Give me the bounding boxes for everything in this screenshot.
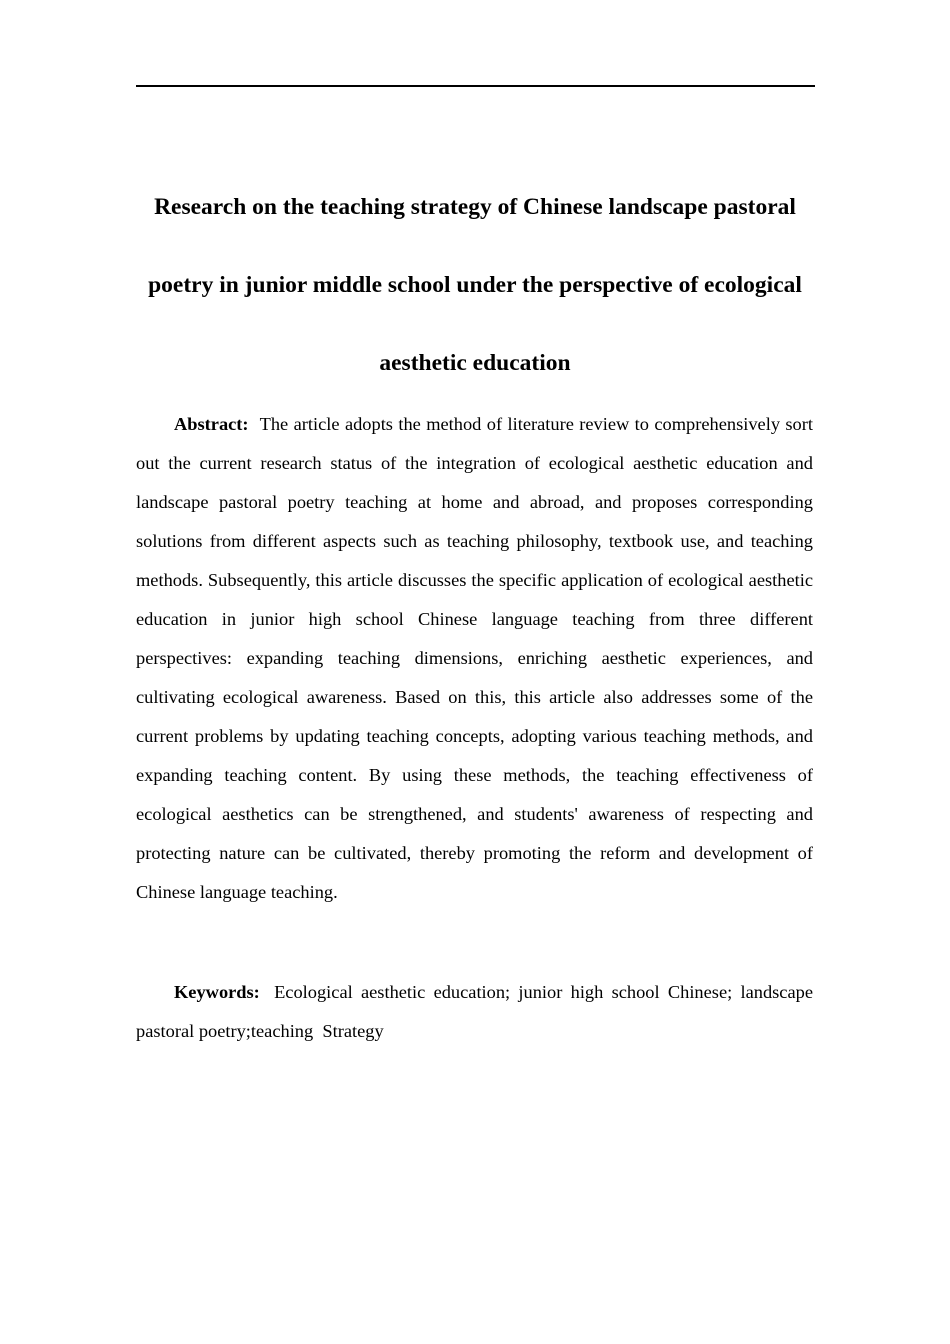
abstract-paragraph: [136, 405, 813, 912]
title-line-3: aesthetic education: [379, 350, 571, 376]
title-line-1: Research on the teaching strategy of Chinese landscape pastoral: [154, 194, 796, 220]
keywords-paragraph: [136, 973, 818, 1051]
abstract-label: Abstract:: [174, 414, 249, 434]
keywords-label: Keywords:: [174, 982, 260, 1002]
keywords-text: Ecological aesthetic education; junior high school Chinese; landscape pastoral poetry;teaching Strategy: [136, 982, 818, 1041]
abstract-text: The article adopts the method of literature review to comprehensively sort out the current research status of the integration of ecological aesthetic education and landscape pastoral poetry teaching at home and abroad, and proposes corresponding solutions from different aspects such as teaching philosophy, textbook use, and teaching methods. Subsequently, this article discusses the specific application of ecological aesthetic education in junior high school Chinese language teaching from three different perspectives: expanding teaching dimensions, enriching aesthetic experiences, and cultivating ecological awareness. Based on this, this article also addresses some of the current problems by updating teaching concepts, adopting various teaching methods, and expanding teaching content. By using these methods, the teaching effectiveness of ecological aesthetics can be strengthened, and students' awareness of respecting and protecting nature can be cultivated, thereby promoting the reform and development of Chinese language teaching.: [136, 414, 813, 902]
title-line-2: poetry in junior middle school under the perspective of ecological: [148, 272, 802, 298]
paper-title: [120, 168, 830, 402]
header-rule: [136, 85, 815, 87]
